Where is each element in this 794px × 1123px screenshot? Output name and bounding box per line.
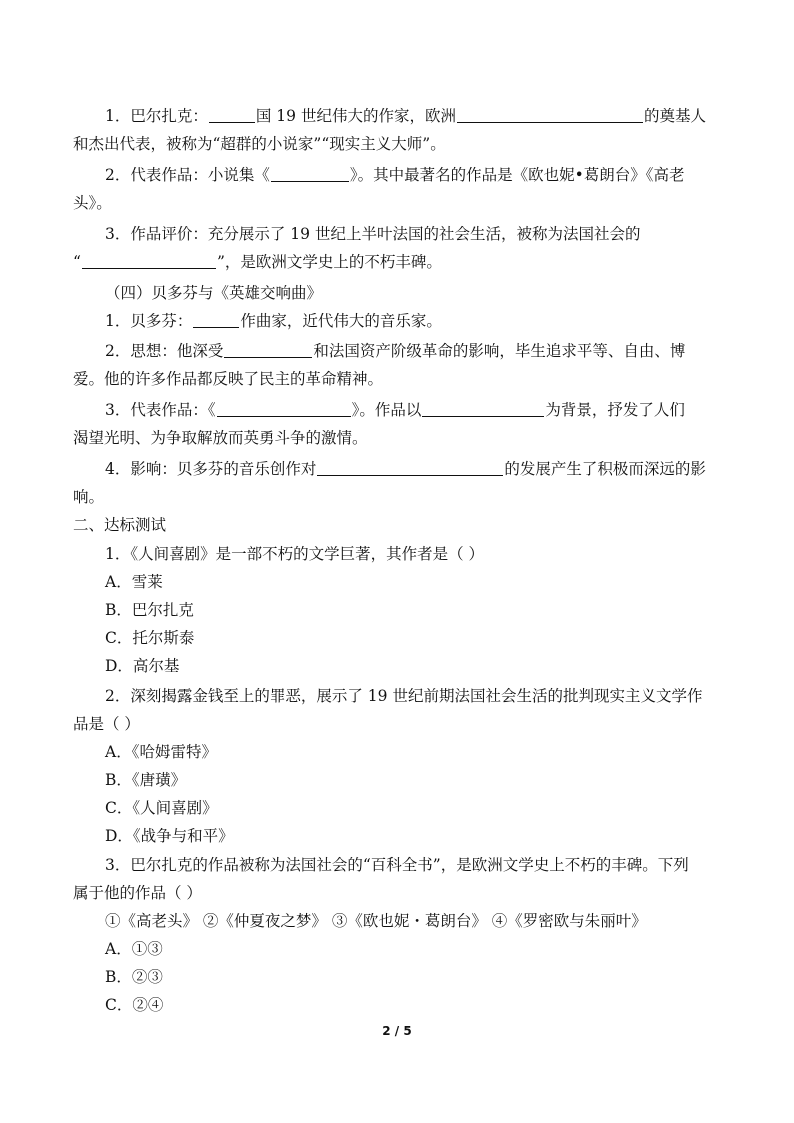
- question-3-stem-cont: [0, 879, 794, 907]
- question-2-option: [0, 766, 794, 794]
- text: 3．巴尔扎克的作品被称为法国社会的“百科全书”，是欧洲文学史上不朽的丰碑。下列: [105, 856, 689, 874]
- text: 的发展产生了积极而深远的影: [504, 460, 706, 478]
- option-text: B．②③: [105, 968, 163, 986]
- text: 1．贝多芬：: [105, 312, 193, 330]
- fill-blank: [209, 102, 255, 123]
- text: 国 19 世纪伟大的作家，欧洲: [255, 107, 456, 125]
- text: 2．深刻揭露金钱至上的罪恶，展示了 19 世纪前期法国社会生活的批判现实主义文学作: [105, 687, 703, 705]
- question-2-option: [0, 822, 794, 850]
- beethoven-item-1: [0, 307, 794, 335]
- beethoven-item-4: [0, 455, 794, 483]
- option-text: A．①③: [105, 940, 163, 958]
- question-1-option: [0, 652, 794, 680]
- text: 为背景，抒发了人们: [545, 401, 685, 419]
- question-2-option: [0, 794, 794, 822]
- text: 1．巴尔扎克：: [105, 107, 208, 125]
- text: 和杰出代表，被称为“超群的小说家”“现实主义大师”。: [73, 135, 446, 153]
- text: 3．代表作品：《: [105, 401, 216, 419]
- balzac-item-3: [0, 220, 794, 248]
- option-text: D．高尔基: [105, 657, 180, 675]
- fill-blank: [82, 248, 216, 269]
- question-2-option: [0, 738, 794, 766]
- heading-text: （四）贝多芬与《英雄交响曲》: [105, 284, 323, 302]
- page-number: 2 / 5: [382, 1024, 412, 1038]
- beethoven-item-4-cont: [0, 483, 794, 511]
- text: 爱。他的许多作品都反映了民主的革命精神。: [73, 370, 384, 388]
- question-3-option: [0, 991, 794, 1019]
- balzac-item-1-cont: [0, 130, 794, 158]
- question-3-option: [0, 963, 794, 991]
- question-1-option: [0, 568, 794, 596]
- section-heading-beethoven: [0, 279, 794, 307]
- question-3-option: [0, 935, 794, 963]
- text: 的奠基人: [643, 107, 706, 125]
- option-text: B．巴尔扎克: [105, 601, 194, 619]
- option-text: D．《战争与和平》: [105, 827, 234, 845]
- text: ①《高老头》 ②《仲夏夜之梦》 ③《欧也妮・葛朗台》 ④《罗密欧与朱丽叶》: [105, 912, 647, 930]
- question-1-option: [0, 596, 794, 624]
- text: 属于他的作品（ ）: [73, 884, 202, 902]
- text: 4．影响：贝多芬的音乐创作对: [105, 460, 317, 478]
- option-text: B．《唐璜》: [105, 771, 187, 789]
- question-1-option: [0, 624, 794, 652]
- fill-blank: [457, 102, 643, 123]
- text: 》。其中最著名的作品是《欧也妮•葛朗台》《高老: [349, 166, 685, 184]
- question-3-stem: [0, 851, 794, 879]
- option-text: C．《人间喜剧》: [105, 799, 218, 817]
- fill-blank: [422, 396, 544, 417]
- heading-text: 二、达标测试: [73, 516, 167, 534]
- text: 3．作品评价：充分展示了 19 世纪上半叶法国的社会生活，被称为法国社会的: [105, 225, 641, 243]
- question-1-stem: [0, 540, 794, 568]
- option-text: C．托尔斯泰: [105, 629, 195, 647]
- question-2-stem: [0, 682, 794, 710]
- option-text: A．《哈姆雷特》: [105, 743, 217, 761]
- fill-blank: [271, 161, 349, 182]
- text: 2．代表作品：小说集《: [105, 166, 270, 184]
- balzac-item-2-cont: [0, 189, 794, 217]
- text: 2．思想：他深受: [105, 342, 224, 360]
- text: 渴望光明、为争取解放而英勇斗争的激情。: [73, 429, 368, 447]
- question-3-items: [0, 907, 794, 935]
- text: 和法国资产阶级革命的影响，毕生追求平等、自由、博: [313, 342, 686, 360]
- fill-blank: [193, 307, 239, 328]
- text: 作曲家，近代伟大的音乐家。: [240, 312, 442, 330]
- beethoven-item-2: [0, 337, 794, 365]
- section-heading-test: [0, 511, 794, 539]
- text: 1．《人间喜剧》是一部不朽的文学巨著，其作者是（ ）: [105, 545, 485, 563]
- text: 响。: [73, 488, 105, 506]
- fill-blank: [217, 396, 351, 417]
- beethoven-item-3: [0, 396, 794, 424]
- text: 品是（ ）: [73, 715, 140, 733]
- option-text: A．雪莱: [105, 573, 163, 591]
- beethoven-item-3-cont: [0, 424, 794, 452]
- text: 》。作品以: [351, 401, 422, 419]
- balzac-item-1: [0, 102, 794, 130]
- fill-blank: [224, 337, 312, 358]
- balzac-item-2: [0, 161, 794, 189]
- fill-blank: [317, 455, 503, 476]
- question-2-stem-cont: [0, 710, 794, 738]
- beethoven-item-2-cont: [0, 365, 794, 393]
- balzac-item-3-cont: [0, 248, 794, 276]
- text: ”，是欧洲文学史上的不朽丰碑。: [216, 253, 442, 271]
- text: 头》。: [73, 194, 112, 212]
- text: “: [73, 253, 81, 271]
- option-text: C．②④: [105, 996, 164, 1014]
